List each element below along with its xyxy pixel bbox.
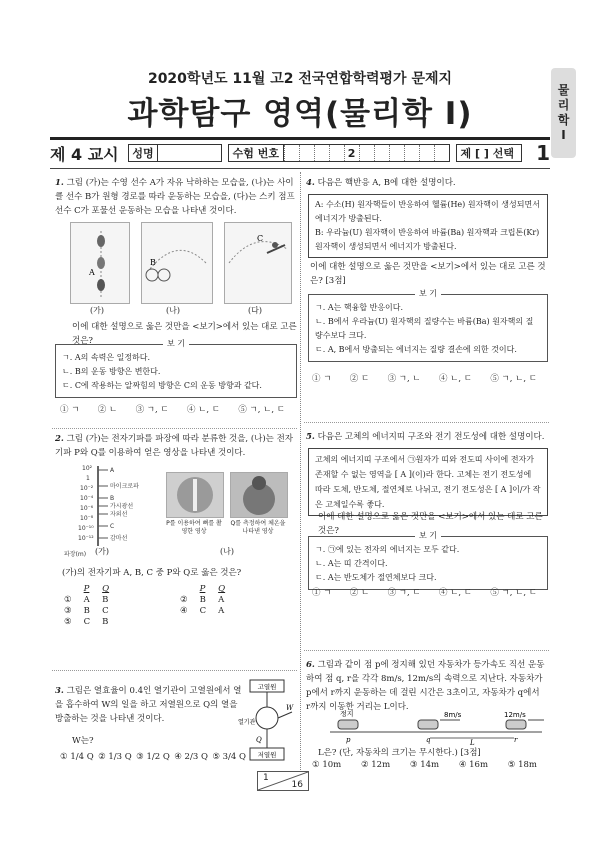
ski-jumper-figure — [225, 223, 291, 303]
tick-label: 10⁻¹⁰ — [78, 525, 94, 532]
selection-label: 제 [ ] 선택 — [456, 144, 523, 162]
choice-1[interactable]: ① 10m — [312, 760, 342, 770]
choice-4[interactable]: ④ 2/3 Q — [174, 752, 208, 762]
choice-4[interactable]: ④ ㄴ, ㄷ — [438, 374, 472, 384]
question-text: 다음은 고체의 에너지띠 구조와 전기 전도성에 대한 설명이다. — [317, 432, 545, 442]
bogi-item: ㄱ. A의 속력은 일정하다. — [62, 353, 151, 362]
question-6 — [306, 658, 546, 714]
point-q: q — [426, 736, 431, 744]
panel-label-ga: (가) — [90, 306, 104, 315]
cell: A — [218, 595, 225, 605]
answer-table-left — [60, 584, 117, 628]
cell: B — [199, 595, 206, 605]
question-stem: L은? (단, 자동차의 크기는 무시한다.) [3점] — [318, 748, 481, 758]
table-row[interactable] — [60, 595, 117, 606]
question-4 — [306, 176, 546, 190]
question-2 — [55, 432, 295, 460]
exam-number-label: 수험 번호 — [228, 144, 284, 162]
speed-r-label: 12m/s — [504, 711, 526, 719]
choice-4[interactable]: ④ ㄴ, ㄷ — [438, 588, 472, 598]
question-number: 5. — [306, 432, 315, 442]
exam-subtitle: 2020학년도 11월 고2 전국연합학력평가 문제지 — [147, 71, 453, 87]
choice-3[interactable]: ③ 1/2 Q — [136, 752, 170, 762]
car-motion-figure — [330, 708, 546, 746]
question-text: 다음은 핵반응 A, B에 대한 설명이다. — [317, 178, 456, 188]
answer-choices — [312, 372, 537, 384]
current-page: 1 — [263, 773, 269, 783]
choice-1[interactable]: ① ㄱ — [312, 588, 332, 598]
table-row[interactable] — [176, 595, 233, 606]
bogi-item: ㄱ. A는 핵융합 반응이다. — [315, 303, 404, 312]
table-row[interactable] — [60, 606, 117, 617]
col-header: Q — [218, 584, 226, 594]
bogi-item: ㄷ. C에 작용하는 알짜힘의 방향은 C의 운동 방향과 같다. — [62, 381, 262, 390]
side-tab-char: 학 — [557, 113, 570, 127]
bogi-item: ㄱ. ㉠에 있는 전자의 에너지는 모두 같다. — [315, 545, 460, 554]
figure-letter-b: B — [150, 258, 156, 267]
table-row[interactable] — [176, 606, 233, 617]
tick-label: 10⁻⁸ — [80, 515, 94, 522]
reaction-a: A: 수소(H) 원자핵들이 반응하여 헬륨(He) 원자핵이 생성되면서 에너지가 방출된다. — [315, 200, 540, 223]
question-divider — [304, 422, 549, 423]
point-p: p — [346, 736, 351, 744]
choice-5[interactable]: ⑤ ㄱ, ㄴ, ㄷ — [490, 588, 537, 598]
bogi-item: ㄴ. B의 운동 방향은 변한다. — [62, 367, 161, 376]
panel-label-na: (나) — [166, 306, 180, 315]
choice-num: ⑤ — [64, 617, 72, 627]
side-tab-char: 리 — [557, 98, 570, 112]
thermal-image — [230, 472, 288, 518]
question-stem: 이에 대한 설명으로 옳은 것만을 <보기>에서 있는 대로 고른 것은? — [318, 512, 543, 536]
choice-3[interactable]: ③ ㄱ, ㄴ — [387, 374, 421, 384]
tick-label: 10⁻² — [80, 485, 94, 492]
choice-5[interactable]: ⑤ ㄱ, ㄴ, ㄷ — [490, 374, 537, 384]
choice-2[interactable]: ② ㄴ — [349, 588, 370, 598]
total-pages: 16 — [291, 780, 303, 790]
cyclist-figure — [142, 223, 212, 303]
panel-label-da: (다) — [248, 306, 262, 315]
tick-label: 10⁻⁴ — [80, 495, 94, 502]
question-stem: 이에 대한 설명으로 옳은 것만을 <보기>에서 있는 대로 고른 것은? — [72, 322, 297, 346]
question-text: 그림 (가)는 전자기파를 파장에 따라 분류한 것을, (나)는 전자기파 P와 Q를 이용하여 얻은 영상을 나타낸 것이다. — [55, 434, 294, 458]
cell: C — [199, 606, 207, 616]
tick-label: 10⁻¹² — [78, 535, 94, 542]
col-header: P — [199, 584, 206, 594]
info-bar — [50, 142, 550, 164]
question-3 — [55, 684, 245, 726]
hot-reservoir-label: 고열원 — [257, 683, 277, 691]
axis-label: 파장(m) — [64, 551, 87, 558]
answer-choices — [60, 403, 285, 415]
bogi-box — [308, 531, 548, 590]
speed-q-label: 8m/s — [444, 711, 462, 719]
answer-choices — [312, 586, 537, 598]
swimmer-figure — [71, 223, 129, 303]
choice-1[interactable]: ① 1/4 Q — [60, 752, 94, 762]
cell: C — [102, 606, 109, 616]
choice-4[interactable]: ④ 16m — [458, 760, 489, 770]
distance-l: L — [470, 739, 475, 746]
choice-num: ④ — [180, 606, 188, 616]
choice-2[interactable]: ② ㄴ — [97, 405, 118, 415]
choice-2[interactable]: ② 12m — [360, 760, 391, 770]
side-tab-char: Ⅰ — [561, 128, 566, 142]
bogi-title: 보 기 — [415, 531, 441, 540]
header-rule — [50, 137, 550, 140]
band-label: 자외선 — [110, 511, 128, 518]
choice-5[interactable]: ⑤ 3/4 Q — [212, 752, 246, 762]
reaction-description-box — [308, 194, 548, 258]
period-label: 제 4 교시 — [50, 144, 119, 164]
table-row[interactable] — [60, 617, 117, 628]
question-stem: W는? — [72, 736, 94, 746]
choice-2[interactable]: ② 1/3 Q — [98, 752, 132, 762]
info-rule — [50, 168, 550, 169]
choice-4[interactable]: ④ ㄴ, ㄷ — [186, 405, 220, 415]
xray-image — [166, 472, 224, 518]
bogi-box — [308, 289, 548, 362]
exam-number-digit: 2 — [344, 145, 359, 161]
bogi-item: ㄴ. B에서 우라늄(U) 원자핵의 질량수는 바륨(Ba) 원자핵의 질량수보다 크다. — [315, 317, 534, 340]
band-label: 가시광선 — [110, 503, 134, 510]
page-number: 1 — [536, 141, 551, 165]
image-caption-q: Q를 측정하여 체온을 나타낸 영상 — [230, 520, 286, 535]
question-divider — [304, 650, 549, 651]
question-number: 3. — [55, 686, 64, 696]
cell: B — [83, 606, 90, 616]
question-stem: 이에 대한 설명으로 옳은 것만을 <보기>에서 있는 대로 고른 것은? [3점] — [310, 262, 546, 286]
bogi-item: ㄴ. A는 띠 간격이다. — [315, 559, 388, 568]
question-stem: (가)의 전자기파 A, B, C 중 P와 Q로 옳은 것은? — [62, 568, 242, 578]
choice-3[interactable]: ③ ㄱ, ㄷ — [135, 405, 169, 415]
tick-label: 1 — [86, 475, 90, 482]
cold-reservoir-label: 저열원 — [257, 751, 277, 759]
rest-label: 정지 — [340, 710, 354, 718]
name-field[interactable] — [158, 144, 221, 162]
exam-number-field[interactable] — [284, 144, 450, 162]
question-divider — [52, 670, 297, 671]
image-caption-p: P를 이용하여 뼈를 촬영한 영상 — [166, 520, 222, 535]
cell: A — [83, 595, 90, 605]
col-header: P — [83, 584, 90, 594]
question-divider — [52, 428, 297, 429]
choice-5[interactable]: ⑤ 18m — [507, 760, 537, 770]
work-label: W — [286, 704, 294, 712]
side-tab-char: 물 — [557, 83, 570, 97]
choice-2[interactable]: ② ㄷ — [349, 374, 370, 384]
question-1 — [55, 176, 295, 218]
band-label: 감마선 — [110, 535, 128, 542]
choice-num: ② — [180, 595, 188, 605]
figure-letter-c: C — [257, 234, 264, 243]
question-text: 그림과 같이 점 p에 정지해 있던 자동차가 등가속도 직선 운동하여 점 q, r을 각각 8m/s, 12m/s의 속력으로 지난다. 자동차가 p에서 r까지 운동하는 데 걸린 시간은 3초이고, 자동차가 q에서 r까지 이동한 거리는 L이다. — [306, 660, 545, 712]
question-5 — [306, 430, 546, 444]
figure-panel-da — [224, 222, 292, 304]
band-description-box: 고체의 에너지띠 구조에서 ㉠원자가 띠와 전도띠 사이에 전자가 존재할 수 없는 영역을 [ A ](이)라 한다. 고체는 전기 전도성에 따라 도체, 반도체, 절연체로 나뉘고, 전기 전도성은 [ A ]이/가 작은 고체일수록 좋다. — [308, 448, 548, 516]
bogi-item: ㄷ. A는 반도체가 절연체보다 크다. — [315, 573, 437, 582]
tick-label: 10⁻⁶ — [80, 505, 94, 512]
choice-3[interactable]: ③ ㄱ, ㄷ — [387, 588, 421, 598]
page-indicator — [257, 771, 309, 791]
choice-1[interactable]: ① ㄱ — [60, 405, 80, 415]
band-label: C — [110, 523, 115, 530]
heat-label: Q — [256, 736, 262, 744]
point-r: r — [514, 736, 518, 744]
choice-1[interactable]: ① ㄱ — [312, 374, 332, 384]
answer-choices — [60, 752, 246, 762]
band-label: B — [110, 495, 115, 502]
reaction-b: B: 우라늄(U) 원자핵이 반응하여 바륨(Ba) 원자핵과 크립톤(Kr) 원자핵이 생성되면서 에너지가 방출된다. — [315, 228, 540, 251]
question-number: 4. — [306, 178, 315, 188]
tick-label: 10² — [82, 465, 93, 472]
cell: C — [83, 617, 91, 627]
question-number: 2. — [55, 434, 64, 444]
bogi-title: 보 기 — [163, 339, 189, 348]
panel-label-ga: (가) — [95, 547, 109, 556]
bogi-item: ㄷ. A, B에서 방출되는 에너지는 질량 결손에 의한 것이다. — [315, 345, 517, 354]
cell: B — [102, 617, 109, 627]
band-label: 마이크로파 — [110, 483, 139, 490]
question-number: 6. — [306, 660, 315, 670]
bogi-title: 보 기 — [415, 289, 441, 298]
figure-panel-na — [141, 222, 213, 304]
choice-5[interactable]: ⑤ ㄱ, ㄴ, ㄷ — [238, 405, 285, 415]
name-label: 성명 — [128, 144, 158, 162]
choice-3[interactable]: ③ 14m — [409, 760, 440, 770]
question-text: 그림 (가)는 수영 선수 A가 자유 낙하하는 모습을, (나)는 사이클 선수 B가 원형 경로를 따라 운동하는 모습을, (다)는 스키 점프 선수 C가 포물선 운동하는 모습을 나타낸 것이다. — [55, 178, 295, 216]
cell: A — [218, 606, 225, 616]
engine-label: 열기관 — [238, 719, 256, 726]
cell: B — [102, 595, 109, 605]
question-text: 그림은 열효율이 0.4인 열기관이 고열원에서 열을 흡수하여 W의 일을 하고 저열원으로 Q의 열을 방출하는 것을 나타낸 것이다. — [55, 686, 242, 724]
panel-label-na: (나) — [220, 547, 234, 556]
answer-table-right — [176, 584, 233, 617]
question-number: 1. — [55, 178, 64, 188]
choice-num: ③ — [64, 606, 72, 616]
figure-letter-a: A — [89, 268, 95, 277]
col-header: Q — [102, 584, 110, 594]
heat-engine-figure — [238, 676, 296, 766]
bogi-box — [55, 339, 297, 398]
choice-num: ① — [64, 595, 72, 605]
answer-choices — [312, 760, 537, 770]
subject-side-tab — [551, 68, 576, 158]
exam-title: 과학탐구 영역(물리학 Ⅰ) — [127, 96, 473, 132]
figure-panel-ga — [70, 222, 130, 304]
band-label: A — [110, 467, 115, 474]
column-divider — [300, 172, 301, 772]
spectrum-figure — [60, 462, 164, 562]
